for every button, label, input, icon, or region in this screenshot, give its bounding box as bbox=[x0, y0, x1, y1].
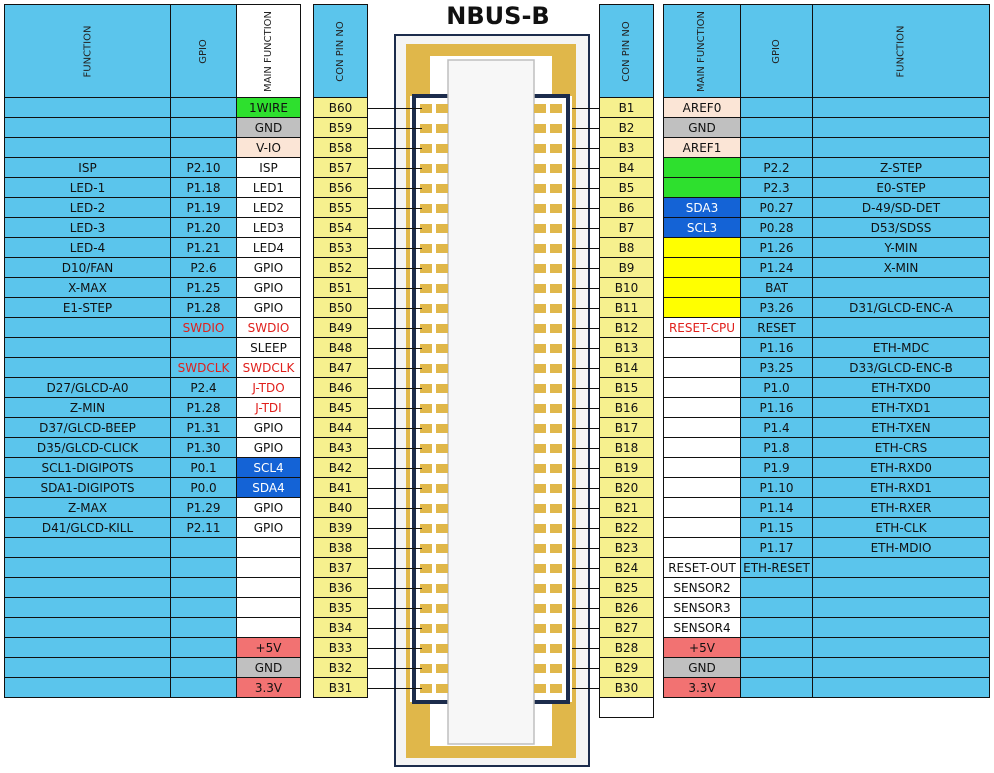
wire-group bbox=[368, 109, 599, 689]
pin-number-cell: B27 bbox=[599, 618, 654, 638]
main-function-cell: V-IO bbox=[236, 138, 301, 158]
pin-number-cell: B13 bbox=[599, 338, 654, 358]
gpio-cell: P1.31 bbox=[170, 418, 237, 438]
function-cell: Y-MIN bbox=[812, 238, 990, 258]
main-function-cell: +5V bbox=[236, 638, 301, 658]
function-cell: D-49/SD-DET bbox=[812, 198, 990, 218]
pin-number-cell: B18 bbox=[599, 438, 654, 458]
gpio-cell: P1.17 bbox=[740, 538, 813, 558]
gpio-cell: P2.11 bbox=[170, 518, 237, 538]
pin-number-cell: B2 bbox=[599, 118, 654, 138]
function-cell: ETH-TXD1 bbox=[812, 398, 990, 418]
pin-number-cell: B34 bbox=[313, 618, 368, 638]
main-function-cell: RESET-CPU bbox=[663, 318, 741, 338]
column-header: FUNCTION bbox=[812, 4, 990, 98]
main-function-cell: AREF0 bbox=[663, 98, 741, 118]
column-header: GPIO bbox=[170, 4, 237, 98]
gpio-cell: P1.20 bbox=[170, 218, 237, 238]
gpio-cell: P2.2 bbox=[740, 158, 813, 178]
pin-number-cell: B31 bbox=[313, 678, 368, 698]
main-function-cell: 3.3V bbox=[663, 678, 741, 698]
main-function-cell: GND bbox=[663, 658, 741, 678]
pin-number-cell: B5 bbox=[599, 178, 654, 198]
gpio-cell: SWDIO bbox=[170, 318, 237, 338]
main-function-cell: GND bbox=[663, 118, 741, 138]
pin-number-cell: B49 bbox=[313, 318, 368, 338]
main-function-cell: RESET-OUT bbox=[663, 558, 741, 578]
function-cell: D53/SDSS bbox=[812, 218, 990, 238]
gpio-cell: P1.16 bbox=[740, 398, 813, 418]
pin-number-cell: B51 bbox=[313, 278, 368, 298]
pin-number-cell: B47 bbox=[313, 358, 368, 378]
gpio-cell: P1.16 bbox=[740, 338, 813, 358]
main-function-cell: J-TDI bbox=[236, 398, 301, 418]
main-function-cell: SENSOR3 bbox=[663, 598, 741, 618]
pin-number-cell: B50 bbox=[313, 298, 368, 318]
main-function-cell: SCL4 bbox=[236, 458, 301, 478]
pin-number-cell: B7 bbox=[599, 218, 654, 238]
main-function-cell: GND bbox=[236, 658, 301, 678]
main-function-cell: LED2 bbox=[236, 198, 301, 218]
gpio-cell: P1.29 bbox=[170, 498, 237, 518]
pin-number-cell: B3 bbox=[599, 138, 654, 158]
main-function-cell: GND bbox=[236, 118, 301, 138]
pin-number-cell: B41 bbox=[313, 478, 368, 498]
function-cell: ETH-RXD1 bbox=[812, 478, 990, 498]
column-header: CON PIN NO bbox=[599, 4, 654, 98]
gpio-cell: P1.0 bbox=[740, 378, 813, 398]
column-header: MAIN FUNCTION bbox=[236, 4, 301, 98]
pin-number-cell: B54 bbox=[313, 218, 368, 238]
function-cell: D37/GLCD-BEEP bbox=[4, 418, 171, 438]
function-cell: ETH-CRS bbox=[812, 438, 990, 458]
pin-number-cell: B33 bbox=[313, 638, 368, 658]
function-cell: D27/GLCD-A0 bbox=[4, 378, 171, 398]
function-cell: ETH-RXD0 bbox=[812, 458, 990, 478]
pin-number-cell: B25 bbox=[599, 578, 654, 598]
pin-number-cell: B37 bbox=[313, 558, 368, 578]
pin-number-cell: B38 bbox=[313, 538, 368, 558]
pin-number-cell: B43 bbox=[313, 438, 368, 458]
gpio-cell: P0.1 bbox=[170, 458, 237, 478]
main-function-cell: GPIO bbox=[236, 258, 301, 278]
gpio-cell: P2.3 bbox=[740, 178, 813, 198]
function-cell: ETH-TXEN bbox=[812, 418, 990, 438]
function-cell: ISP bbox=[4, 158, 171, 178]
gpio-cell: P1.19 bbox=[170, 198, 237, 218]
pin-number-cell: B19 bbox=[599, 458, 654, 478]
gpio-cell: P2.6 bbox=[170, 258, 237, 278]
pin-number-cell: B40 bbox=[313, 498, 368, 518]
gpio-cell: P1.26 bbox=[740, 238, 813, 258]
main-function-cell: AREF1 bbox=[663, 138, 741, 158]
gpio-cell: ETH-RESET bbox=[740, 558, 813, 578]
gpio-cell: P2.10 bbox=[170, 158, 237, 178]
gpio-cell: P1.15 bbox=[740, 518, 813, 538]
main-function-cell: GPIO bbox=[236, 438, 301, 458]
function-cell: E1-STEP bbox=[4, 298, 171, 318]
gpio-cell: P1.28 bbox=[170, 398, 237, 418]
pin-number-cell: B39 bbox=[313, 518, 368, 538]
gpio-cell: P1.9 bbox=[740, 458, 813, 478]
gpio-cell: P1.24 bbox=[740, 258, 813, 278]
main-function-cell: SDA3 bbox=[663, 198, 741, 218]
pin-number-cell: B36 bbox=[313, 578, 368, 598]
main-function-cell: J-TDO bbox=[236, 378, 301, 398]
pin-number-cell: B44 bbox=[313, 418, 368, 438]
function-cell: E0-STEP bbox=[812, 178, 990, 198]
pin-number-cell: B9 bbox=[599, 258, 654, 278]
pin-number-cell: B17 bbox=[599, 418, 654, 438]
main-function-cell: SWDIO bbox=[236, 318, 301, 338]
function-cell: D35/GLCD-CLICK bbox=[4, 438, 171, 458]
gpio-cell: P2.4 bbox=[170, 378, 237, 398]
function-cell: LED-2 bbox=[4, 198, 171, 218]
pin-number-cell: B45 bbox=[313, 398, 368, 418]
function-cell: X-MIN bbox=[812, 258, 990, 278]
gpio-cell: P0.27 bbox=[740, 198, 813, 218]
function-cell: X-MAX bbox=[4, 278, 171, 298]
gpio-cell: P1.21 bbox=[170, 238, 237, 258]
column-header: CON PIN NO bbox=[313, 4, 368, 98]
gpio-cell: P0.28 bbox=[740, 218, 813, 238]
function-cell: ETH-MDC bbox=[812, 338, 990, 358]
main-function-cell: GPIO bbox=[236, 498, 301, 518]
pin-number-cell: B52 bbox=[313, 258, 368, 278]
pin-number-cell: B8 bbox=[599, 238, 654, 258]
function-cell: D33/GLCD-ENC-B bbox=[812, 358, 990, 378]
gpio-cell: P1.25 bbox=[170, 278, 237, 298]
main-function-cell: +5V bbox=[663, 638, 741, 658]
pin-number-cell: B48 bbox=[313, 338, 368, 358]
main-function-cell: SWDCLK bbox=[236, 358, 301, 378]
function-cell: LED-3 bbox=[4, 218, 171, 238]
function-cell: ETH-RXER bbox=[812, 498, 990, 518]
main-function-cell: SDA4 bbox=[236, 478, 301, 498]
main-function-cell: 3.3V bbox=[236, 678, 301, 698]
pin-number-cell: B59 bbox=[313, 118, 368, 138]
pin-number-cell: B26 bbox=[599, 598, 654, 618]
function-cell: D10/FAN bbox=[4, 258, 171, 278]
gpio-cell: P1.14 bbox=[740, 498, 813, 518]
gpio-cell: P3.26 bbox=[740, 298, 813, 318]
pin-number-cell: B14 bbox=[599, 358, 654, 378]
main-function-cell: SCL3 bbox=[663, 218, 741, 238]
pin-number-cell: B28 bbox=[599, 638, 654, 658]
main-function-cell: SENSOR4 bbox=[663, 618, 741, 638]
pin-number-cell: B4 bbox=[599, 158, 654, 178]
gpio-cell: P1.10 bbox=[740, 478, 813, 498]
pin-number-cell: B57 bbox=[313, 158, 368, 178]
pin-number-cell: B15 bbox=[599, 378, 654, 398]
gpio-cell: P1.18 bbox=[170, 178, 237, 198]
pin-number-cell: B22 bbox=[599, 518, 654, 538]
function-cell: Z-MIN bbox=[4, 398, 171, 418]
main-function-cell: 1WIRE bbox=[236, 98, 301, 118]
gpio-cell: P3.25 bbox=[740, 358, 813, 378]
pin-number-cell: B12 bbox=[599, 318, 654, 338]
pin-number-cell: B53 bbox=[313, 238, 368, 258]
function-cell: ETH-MDIO bbox=[812, 538, 990, 558]
main-function-cell: GPIO bbox=[236, 278, 301, 298]
main-function-cell: LED4 bbox=[236, 238, 301, 258]
column-header: GPIO bbox=[740, 4, 813, 98]
column-header: MAIN FUNCTION bbox=[663, 4, 741, 98]
pin-number-cell: B35 bbox=[313, 598, 368, 618]
pin-number-cell: B23 bbox=[599, 538, 654, 558]
function-cell: ETH-TXD0 bbox=[812, 378, 990, 398]
function-cell: LED-4 bbox=[4, 238, 171, 258]
gpio-cell: BAT bbox=[740, 278, 813, 298]
function-cell: ETH-CLK bbox=[812, 518, 990, 538]
main-function-cell: GPIO bbox=[236, 418, 301, 438]
function-cell: SCL1-DIGIPOTS bbox=[4, 458, 171, 478]
gpio-cell: P0.0 bbox=[170, 478, 237, 498]
gpio-cell: RESET bbox=[740, 318, 813, 338]
pin-number-cell: B56 bbox=[313, 178, 368, 198]
pin-number-cell: B16 bbox=[599, 398, 654, 418]
main-function-cell: LED1 bbox=[236, 178, 301, 198]
pin-number-cell: B10 bbox=[599, 278, 654, 298]
gpio-cell: SWDCLK bbox=[170, 358, 237, 378]
gpio-cell: P1.30 bbox=[170, 438, 237, 458]
pin-number-cell: B1 bbox=[599, 98, 654, 118]
gpio-cell: P1.8 bbox=[740, 438, 813, 458]
function-cell: Z-MAX bbox=[4, 498, 171, 518]
main-function-cell: GPIO bbox=[236, 298, 301, 318]
main-function-cell: SENSOR2 bbox=[663, 578, 741, 598]
pin-number-cell: B55 bbox=[313, 198, 368, 218]
pin-number-cell: B32 bbox=[313, 658, 368, 678]
function-cell: SDA1-DIGIPOTS bbox=[4, 478, 171, 498]
function-cell: D31/GLCD-ENC-A bbox=[812, 298, 990, 318]
main-function-cell: ISP bbox=[236, 158, 301, 178]
pin-number-cell: B60 bbox=[313, 98, 368, 118]
function-cell: Z-STEP bbox=[812, 158, 990, 178]
pin-number-cell: B29 bbox=[599, 658, 654, 678]
function-cell: D41/GLCD-KILL bbox=[4, 518, 171, 538]
connector-title: NBUS-B bbox=[446, 2, 550, 30]
column-header: FUNCTION bbox=[4, 4, 171, 98]
main-function-cell: SLEEP bbox=[236, 338, 301, 358]
pin-number-cell: B11 bbox=[599, 298, 654, 318]
gpio-cell: P1.4 bbox=[740, 418, 813, 438]
pin-number-cell: B42 bbox=[313, 458, 368, 478]
pin-number-cell: B20 bbox=[599, 478, 654, 498]
pin-number-cell: B46 bbox=[313, 378, 368, 398]
pin-number-cell: B58 bbox=[313, 138, 368, 158]
main-function-cell: GPIO bbox=[236, 518, 301, 538]
pin-number-cell: B21 bbox=[599, 498, 654, 518]
function-cell: LED-1 bbox=[4, 178, 171, 198]
pin-number-cell: B24 bbox=[599, 558, 654, 578]
pin-number-cell: B6 bbox=[599, 198, 654, 218]
main-function-cell: LED3 bbox=[236, 218, 301, 238]
gpio-cell: P1.28 bbox=[170, 298, 237, 318]
pin-number-cell: B30 bbox=[599, 678, 654, 698]
